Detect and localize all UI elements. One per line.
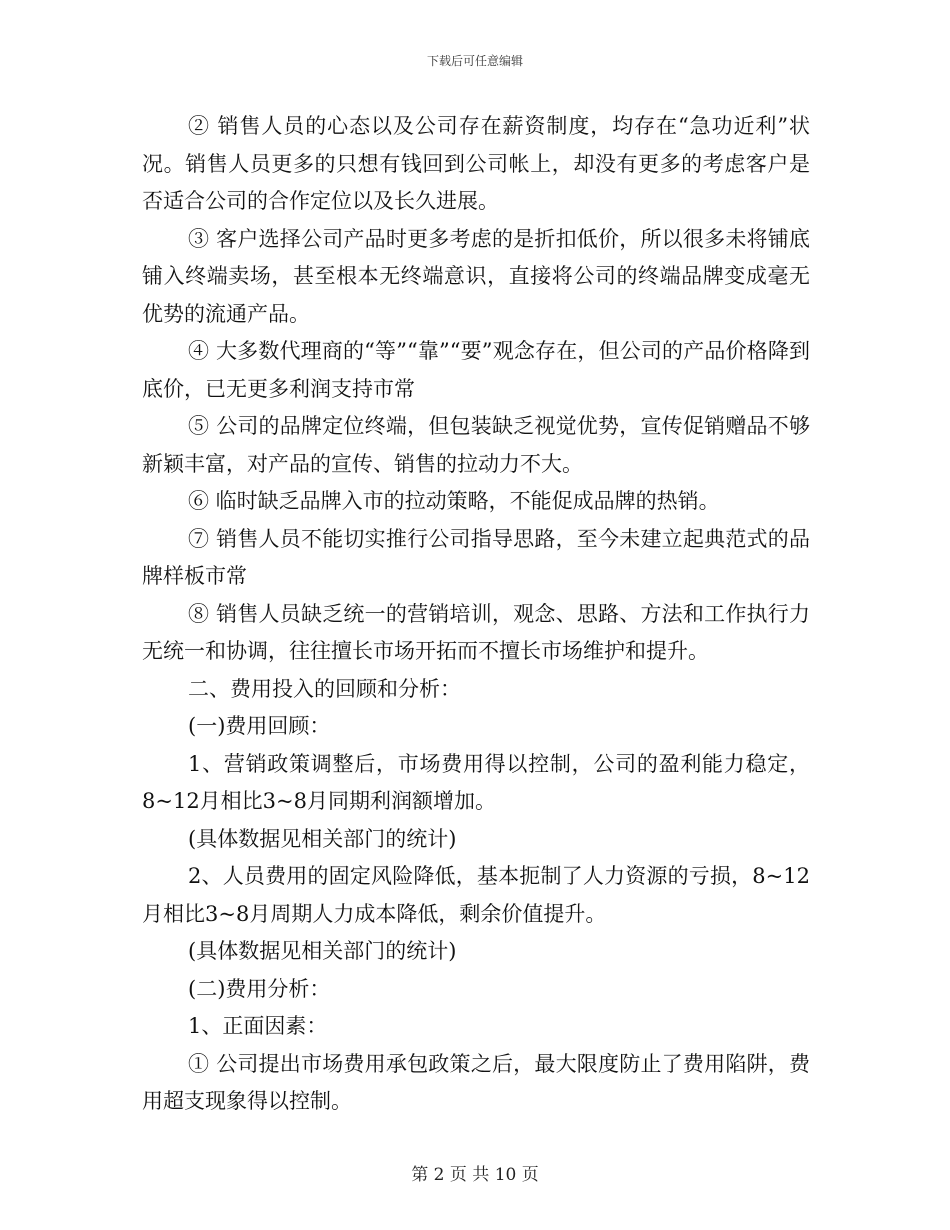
paragraph-item-8: ⑧ 销售人员缺乏统一的营销培训，观念、思路、方法和工作执行力无统一和协调，往往擅长市场开拓而不擅长市场维护和提升。 [142, 601, 810, 663]
paragraph-item-5: ⑤ 公司的品牌定位终端，但包装缺乏视觉优势，宣传促销赠品不够新颖丰富，对产品的宣传、销售的拉动力不大。 [142, 414, 810, 476]
paragraph-item-7: ⑦ 销售人员不能切实推行公司指导思路，至今未建立起典范式的品牌样板市常 [142, 526, 810, 588]
paragraph-cost-1: 1、营销政策调整后，市场费用得以控制，公司的盈利能力稳定，8~12月相比3~8月同期利润额增加。 [142, 751, 810, 813]
data-note: (具体数据见相关部门的统计) [188, 826, 457, 851]
paragraph-item-4: ④ 大多数代理商的“等”“靠”“要”观念存在，但公司的产品价格降到底价，已无更多利润支持市常 [142, 339, 810, 401]
subsection-heading-2: (二)费用分析： [188, 976, 331, 1001]
paragraph-item-3: ③ 客户选择公司产品时更多考虑的是折扣低价，所以很多未将铺底铺入终端卖场，甚至根本无终端意识，直接将公司的终端品牌变成毫无优势的流通产品。 [142, 226, 810, 326]
paragraph-item-6: ⑥ 临时缺乏品牌入市的拉动策略，不能促成品牌的热销。 [188, 489, 720, 513]
header-note: 下载后可任意编辑 [426, 54, 523, 68]
subsection-heading-1: (一)费用回顾： [188, 714, 331, 738]
paragraph-positive-1: ① 公司提出市场费用承包政策之后，最大限度防止了费用陷阱，费用超支现象得以控制。 [142, 1051, 810, 1113]
paragraph-item-2: ② 销售人员的心态以及公司存在薪资制度，均存在“急功近利”状况。销售人员更多的只想有钱回到公司帐上，却没有更多的考虑客户是否适合公司的合作定位以及长久进展。 [142, 114, 810, 213]
positive-factors-heading: 1、正面因素： [188, 1014, 328, 1038]
data-note: (具体数据见相关部门的统计) [188, 939, 457, 963]
document-body [142, 108, 810, 1121]
section-heading-2: 二、费用投入的回顾和分析： [188, 676, 461, 701]
page-number: 第 2 页 共 10 页 [411, 1165, 539, 1185]
paragraph-cost-2: 2、人员费用的固定风险降低，基本扼制了人力资源的亏损，8~12月相比3~8月周期人力成本降低，剩余价值提升。 [142, 864, 810, 926]
